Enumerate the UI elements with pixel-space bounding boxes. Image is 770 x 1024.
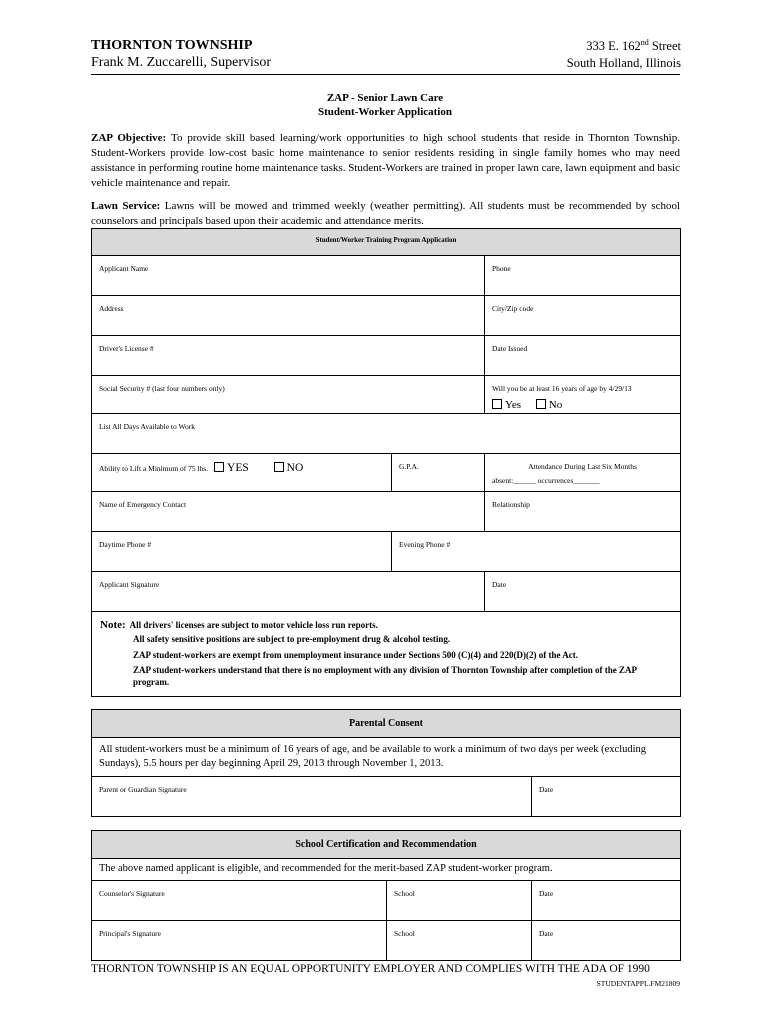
lift-no-checkbox[interactable]: [274, 462, 284, 472]
age-options: [492, 399, 673, 411]
age-yes-checkbox[interactable]: [492, 399, 502, 409]
lawn-paragraph: [91, 199, 680, 229]
city-zip-field[interactable]: City/Zip code: [485, 296, 681, 336]
note-line-4: ZAP student-workers understand that there is no employment with any division of Thornton Township after completion of the ZAP program.: [133, 665, 637, 687]
form-code: STUDENTAPPL.FM21809: [596, 979, 680, 988]
emergency-contact-field[interactable]: Name of Emergency Contact: [92, 492, 485, 532]
parental-consent-text: All student-workers must be a minimum of 16 years of age, and be available to work a minimum of two days per week (excluding Sundays), 5.5 hours per day beginning April 29, 2013 through November 1, 2013.: [92, 738, 681, 777]
school-certification-text: The above named applicant is eligible, and recommended for the merit-based ZAP student-worker program.: [92, 859, 681, 881]
drivers-license-field[interactable]: Driver's License #: [92, 336, 485, 376]
lift-options: [214, 462, 303, 474]
note-line-3: ZAP student-workers are exempt from unemployment insurance under Sections 500 (C)(4) and 220(D)(2) of the Act.: [133, 650, 578, 660]
parent-signature-field[interactable]: Parent or Guardian Signature: [92, 777, 532, 817]
note-line-1: All drivers' licenses are subject to motor vehicle loss run reports.: [129, 620, 378, 630]
lift-yes-label: YES: [227, 462, 249, 474]
age-no-label: No: [548, 399, 563, 411]
address-number: 333 E. 162: [586, 39, 641, 54]
age-question: [485, 376, 681, 414]
counselor-school-field[interactable]: School: [387, 881, 532, 921]
parent-date-field[interactable]: Date: [532, 777, 681, 817]
org-name: THORNTON TOWNSHIP: [91, 38, 253, 53]
applicant-name-field[interactable]: Applicant Name: [92, 256, 485, 296]
objective-paragraph: [91, 131, 680, 191]
parental-consent-table: [91, 709, 681, 817]
attendance-field[interactable]: [485, 454, 681, 492]
age-yes-label: Yes: [505, 399, 522, 411]
header-divider: [91, 74, 680, 75]
note-line-2: All safety sensitive positions are subject to pre-employment drug & alcohol testing.: [133, 634, 451, 644]
relationship-field[interactable]: Relationship: [485, 492, 681, 532]
school-certification-heading: School Certification and Recommendation: [92, 831, 681, 859]
principal-school-field[interactable]: School: [387, 921, 532, 961]
lift-yes-checkbox[interactable]: [214, 462, 224, 472]
city: South Holland, Illinois: [566, 56, 681, 70]
principal-signature-field[interactable]: Principal's Signature: [92, 921, 387, 961]
counselor-signature-field[interactable]: Counselor's Signature: [92, 881, 387, 921]
parental-consent-heading: Parental Consent: [92, 710, 681, 738]
lift-no-label: NO: [286, 462, 304, 474]
lift-question: [92, 454, 392, 492]
lift-label: Ability to Lift a Minimum of 75 lbs.: [99, 464, 209, 473]
address-street: Street: [648, 39, 681, 54]
counselor-date-field[interactable]: Date: [532, 881, 681, 921]
form-title: ZAP - Senior Lawn Care: [326, 92, 444, 104]
date-issued-field[interactable]: Date Issued: [485, 336, 681, 376]
days-available-field[interactable]: List All Days Available to Work: [92, 414, 681, 454]
street-address: [586, 38, 681, 54]
phone-field[interactable]: Phone: [485, 256, 681, 296]
daytime-phone-field[interactable]: Daytime Phone #: [92, 532, 392, 572]
school-certification-table: [91, 830, 681, 961]
note-box: [92, 612, 681, 697]
ssn-field[interactable]: Social Security # (last four numbers only): [92, 376, 485, 414]
attendance-label: Attendance During Last Six Months: [528, 462, 637, 471]
address-superscript: nd: [640, 38, 649, 47]
lawn-text: Lawns will be mowed and trimmed weekly (weather permitting). All students must be recommended by school counselors and principals based upon their academic and attendance merits.: [91, 200, 681, 227]
objective-text: To provide skill based learning/work opportunities to high school students that reside in Thornton Township. Student-Workers provide low-cost basic home maintenance to senior residents residing in single family homes who may need assistance in performing routine home maintenance tasks. Student-Workers are trained in proper lawn care, lawn equipment and basic vehicle maintenance and repair.: [91, 132, 680, 189]
applicant-signature-field[interactable]: Applicant Signature: [92, 572, 485, 612]
age-no-checkbox[interactable]: [536, 399, 546, 409]
objective-label: ZAP Objective:: [91, 132, 167, 144]
application-table: [91, 228, 681, 697]
signature-date-field[interactable]: Date: [485, 572, 681, 612]
address-field[interactable]: Address: [92, 296, 485, 336]
evening-phone-field[interactable]: Evening Phone #: [392, 532, 681, 572]
supervisor-name: Frank M. Zuccarelli, Supervisor: [91, 55, 272, 70]
lawn-label: Lawn Service:: [91, 200, 161, 212]
note-label: Note:: [100, 619, 126, 631]
equal-opportunity-footer: THORNTON TOWNSHIP IS AN EQUAL OPPORTUNITY EMPLOYER AND COMPLIES WITH THE ADA OF 1990: [91, 963, 650, 975]
gpa-field[interactable]: G.P.A.: [392, 454, 485, 492]
principal-date-field[interactable]: Date: [532, 921, 681, 961]
age-question-label: Will you be at least 16 years of age by 4/29/13: [492, 384, 632, 393]
absent-line: absent:______ occurrences_______: [492, 476, 600, 485]
application-heading: Student/Worker Training Program Application: [92, 229, 681, 256]
form-subtitle: Student-Worker Application: [318, 106, 452, 118]
